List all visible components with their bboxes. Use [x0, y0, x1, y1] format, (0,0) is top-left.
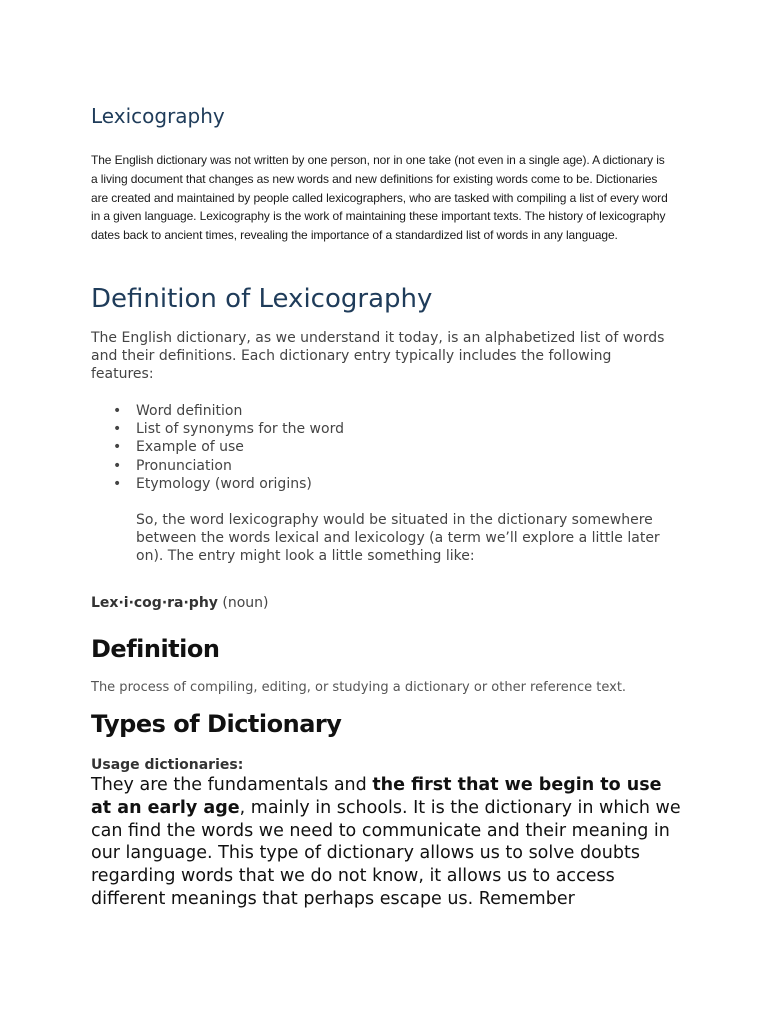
dictionary-entry [91, 594, 269, 612]
list-item: • Example of use [91, 438, 651, 456]
list-item: • Etymology (word origins) [91, 475, 651, 493]
intro-paragraph: The English dictionary was not written by one person, nor in one take (not even in a single age). A dictionary is a living document that changes as new words and new definitions for existing words come to be. Dictionaries are created and maintained by people called lexicographers, who are tasked with compiling a list of every word in a given language. Lexicography is the work of maintaining these important texts. The history of lexicography dates back to ancient times, revealing the importance of a standardized list of words in any language. [91, 153, 668, 243]
entry-word: Lex·i·cog·ra·phy [91, 595, 218, 611]
heading-lexicography: Lexicography [91, 104, 225, 128]
entry-part-of-speech: (noun) [217, 595, 269, 611]
usage-text-bold: the first that we begin to use at an early age [91, 775, 662, 818]
heading-definition-of-lexicography: Definition of Lexicography [91, 284, 433, 314]
list-item: • Pronunciation [91, 457, 651, 475]
list-item: • List of synonyms for the word [91, 420, 651, 438]
definition-paragraph: The English dictionary, as we understand it today, is an alphabetized list of words and their definitions. Each dictionary entry typically includes the following features: [91, 330, 665, 383]
heading-types-of-dictionary: Types of Dictionary [91, 710, 342, 738]
usage-text-part1: They are the fundamentals and [91, 775, 373, 795]
usage-text-part2: , mainly in schools. It is the dictionary in which we can find the words we need to communicate and their meaning in our language. This type of dictionary allows us to solve doubts regarding words that we do not know, it allows us to access different meanings that perhaps escape us. Remember [91, 797, 681, 909]
definition-text: The process of compiling, editing, or studying a dictionary or other reference text. [91, 680, 627, 695]
features-list [91, 402, 651, 493]
usage-dictionaries-label: Usage dictionaries: [91, 757, 244, 773]
situated-paragraph: So, the word lexicography would be situated in the dictionary somewhere between the words lexical and lexicology (a term we’ll explore a little later on). The entry might look a little something like: [136, 512, 660, 565]
heading-definition: Definition [91, 635, 220, 663]
list-item: • Word definition [91, 402, 651, 420]
usage-paragraph [91, 774, 681, 911]
